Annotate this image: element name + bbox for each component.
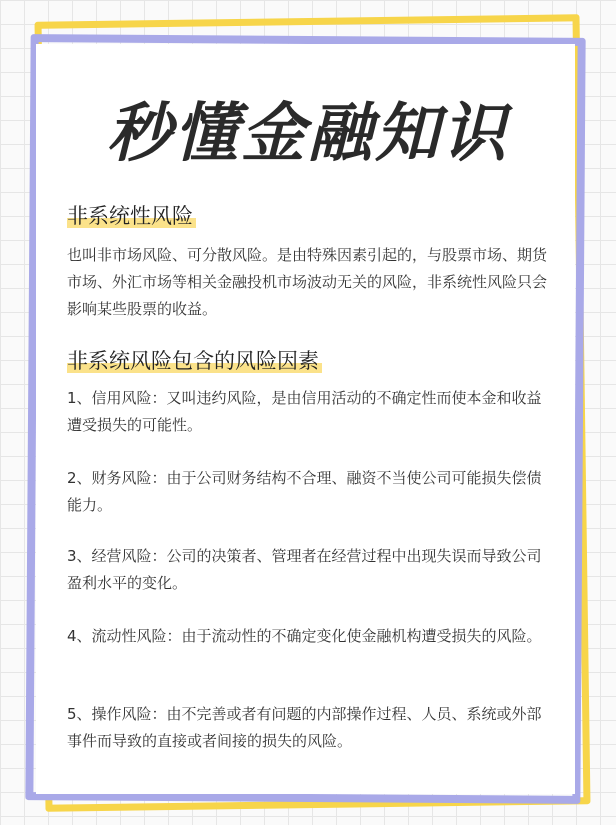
risk-item-financial: 2、财务风险：由于公司财务结构不合理、融资不当使公司可能损失偿债能力。 <box>67 469 542 514</box>
section-heading-unsystematic-risk <box>67 200 196 230</box>
risk-item-credit: 1、信用风险：又叫违约风险，是由信用活动的不确定性而使本金和收益遭受损失的可能性。 <box>67 389 542 434</box>
risk-item-liquidity: 4、流动性风险：由于流动性的不确定变化使金融机构遭受损失的风险。 <box>67 627 542 645</box>
section-heading-risk-factors <box>67 345 322 375</box>
page-title: 秒懂金融知识 <box>107 97 509 171</box>
section-heading-text: 非系统风险包含的风险因素 <box>67 349 322 373</box>
risk-item-operation: 5、操作风险：由不完善或者有问题的内部操作过程、人员、系统或外部事件而导致的直接或者间接的损失的风险。 <box>67 705 542 750</box>
section-heading-text: 非系统性风险 <box>67 204 196 228</box>
section-body-unsystematic-risk: 也叫非市场风险、可分散风险。是由特殊因素引起的，与股票市场、期货市场、外汇市场等相关金融投机市场波动无关的风险，非系统性风险只会影响某些股票的收益。 <box>67 246 548 318</box>
risk-item-operational: 3、经营风险：公司的决策者、管理者在经营过程中出现失误而导致公司盈利水平的变化。 <box>67 547 542 592</box>
